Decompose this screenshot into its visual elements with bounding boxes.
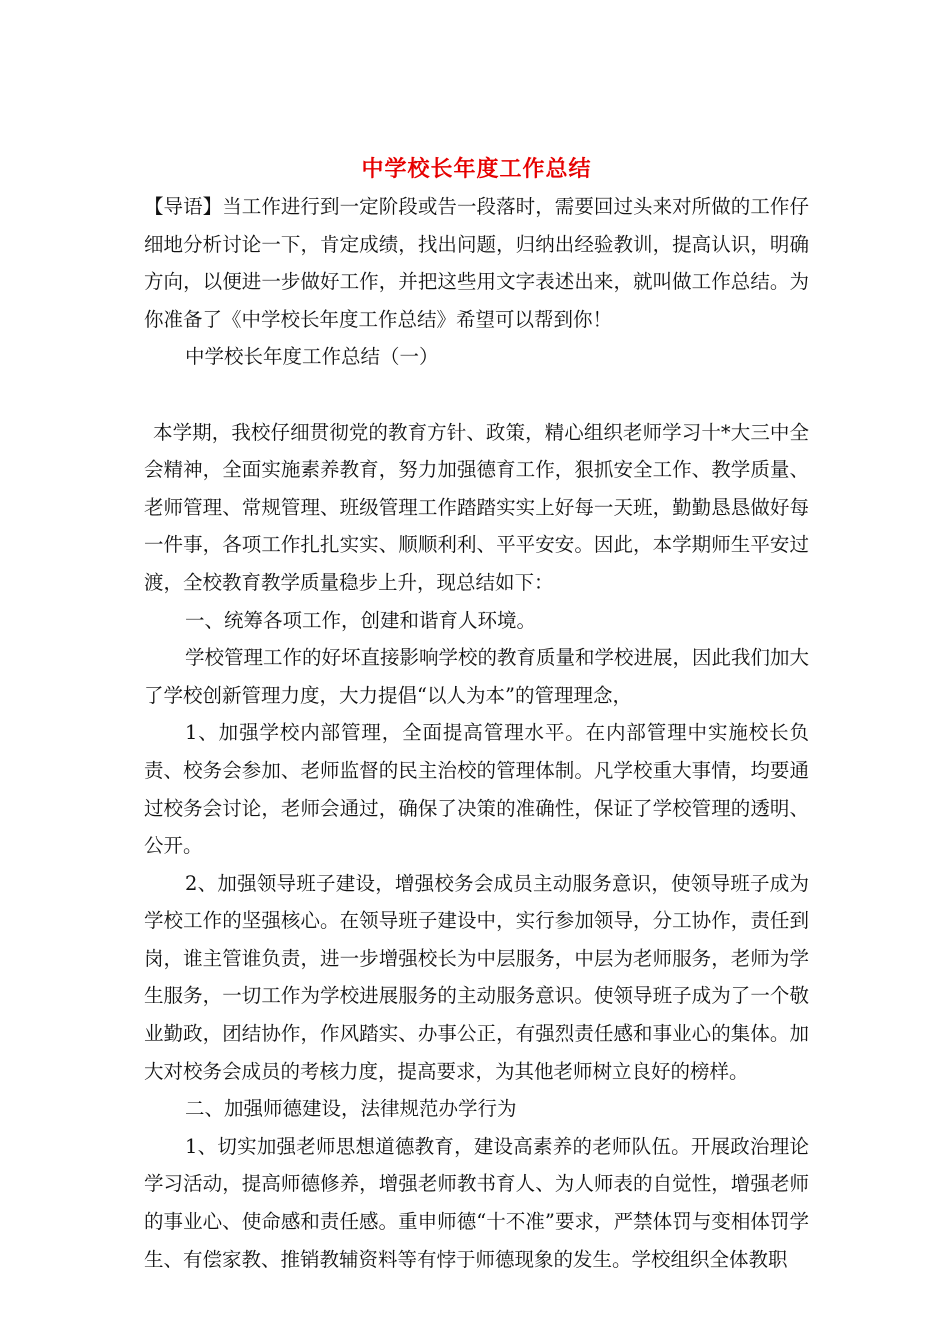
document-page: [144, 150, 809, 1278]
section-subtitle: 中学校长年度工作总结（一）: [185, 345, 439, 369]
body-paragraph-3: 1、加强学校内部管理，全面提高管理水平。在内部管理中实施校长负责、校务会参加、老师监督的民主治校的管理体制。凡学校重大事情，均要通过校务会讨论，老师会通过，确保了决策的准确性，保证了学校管理的透明、公开。: [144, 721, 809, 858]
body-paragraph-5: 1、切实加强老师思想道德教育，建设高素养的老师队伍。开展政治理论学习活动，提高师德修养，增强老师教书育人、为人师表的自觉性，增强老师的事业心、使命感和责任感。重申师德“十不准”要求，严禁体罚与变相体罚学生、有偿家教、推销教辅资料等有悖于师德现象的发生。学校组织全体教职: [144, 1134, 809, 1271]
heading-2: 二、加强师德建设，法律规范办学行为: [185, 1097, 517, 1121]
body-paragraph-2: 学校管理工作的好坏直接影响学校的教育质量和学校进展，因此我们加大了学校创新管理力度，大力提倡“以人为本”的管理理念，: [144, 646, 810, 707]
intro-paragraph: 【导语】当工作进行到一定阶段或告一段落时，需要回过头来对所做的工作仔细地分析讨论一下，肯定成绩，找出问题，归纳出经验教训，提高认识，明确方向，以便进一步做好工作，并把这些用文字表述出来，就叫做工作总结。为你准备了《中学校长年度工作总结》希望可以帮到你！: [144, 195, 809, 331]
heading-1: 一、统筹各项工作，创建和谐育人环境。: [185, 608, 537, 632]
document-title: 中学校长年度工作总结: [361, 156, 592, 182]
body-paragraph-1: 本学期，我校仔细贯彻党的教育方针、政策，精心组织老师学习十*大三中全会精神，全面实施素养教育，努力加强德育工作，狠抓安全工作、教学质量、老师管理、常规管理、班级管理工作踏踏实实上好每一天班，勤勤恳恳做好每一件事，各项工作扎扎实实、顺顺利利、平平安安。因此，本学期师生平安过渡，全校教育教学质量稳步上升，现总结如下：: [144, 420, 809, 594]
blank-line: [144, 376, 809, 414]
body-paragraph-4: 2、加强领导班子建设，增强校务会成员主动服务意识，使领导班子成为学校工作的坚强核心。在领导班子建设中，实行参加领导，分工协作，责任到岗，谁主管谁负责，进一步增强校长为中层服务，中层为老师服务，老师为学生服务，一切工作为学校进展服务的主动服务意识。使领导班子成为了一个敬业勤政，团结协作，作风踏实、办事公正，有强烈责任感和事业心的集体。加大对校务会成员的考核力度，提高要求，为其他老师树立良好的榜样。: [144, 871, 809, 1083]
